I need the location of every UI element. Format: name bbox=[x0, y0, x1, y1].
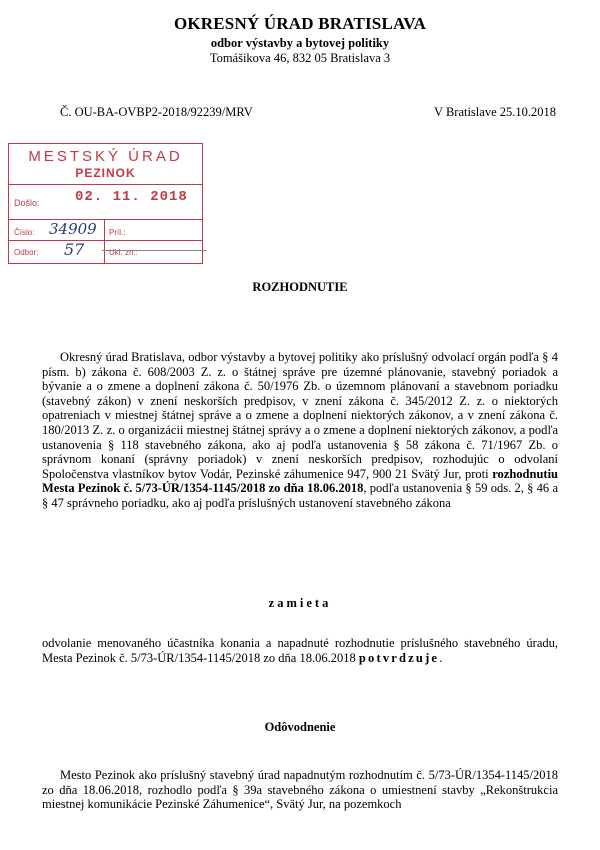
document-title: ROZHODNUTIE bbox=[252, 280, 348, 294]
verdict-end: . bbox=[439, 650, 443, 665]
justification-heading: Odôvodnenie bbox=[264, 720, 336, 734]
office-address: Tomášikova 46, 832 05 Bratislava 3 bbox=[209, 51, 391, 65]
stamp-received-date: 02. 11. 2018 bbox=[75, 189, 188, 205]
underline-rule bbox=[102, 250, 206, 251]
verdict-heading: zamieta bbox=[268, 596, 332, 610]
stamp-divider bbox=[9, 219, 202, 220]
reference-number: Č. OU-BA-OVBP2-2018/92239/MRV bbox=[60, 105, 253, 119]
stamp-subtitle: PEZINOK bbox=[75, 166, 136, 180]
stamp-received-label: Došlo: bbox=[14, 198, 40, 208]
verdict-confirm: potvrdzuje bbox=[358, 650, 440, 665]
stamp-department-label: Odbor: bbox=[14, 248, 39, 257]
registry-stamp bbox=[8, 143, 203, 264]
stamp-number-label: Číslo: bbox=[14, 228, 35, 237]
stamp-filing-label: Ukl. zn.: bbox=[109, 248, 138, 257]
department-name: odbor výstavby a bytovej politiky bbox=[210, 36, 390, 50]
decision-text-end: , podľa ustanovenia § 59 ods. 2, § 46 a § 47 správneho poriadku, ako aj podľa príslušných ustanovení stavebného zákona bbox=[42, 481, 559, 510]
decision-paragraph bbox=[42, 350, 558, 511]
place-date: V Bratislave 25.10.2018 bbox=[434, 105, 556, 119]
stamp-number-handwritten: 34909 bbox=[49, 220, 97, 238]
stamp-divider bbox=[9, 240, 202, 241]
justification-paragraph: Mesto Pezinok ako príslušný stavebný úrad napadnutým rozhodnutím č. 5/73-ÚR/1354-1145/2018 zo dňa 18.06.2018, rozhodlo podľa § 39a stavebného zákona o umiestnení stavby „Rekonštrukcia miestnej komunikácie Pezinské Záhumenice“, Svätý Jur, na pozemkoch bbox=[42, 768, 558, 812]
stamp-title: MESTSKÝ ÚRAD bbox=[28, 148, 183, 165]
stamp-column-divider bbox=[104, 219, 105, 263]
verdict-paragraph bbox=[42, 636, 558, 665]
office-name: OKRESNÝ ÚRAD BRATISLAVA bbox=[173, 14, 427, 33]
stamp-divider bbox=[9, 184, 202, 185]
reference-line bbox=[60, 105, 556, 120]
stamp-attachments-label: Príl.: bbox=[109, 228, 126, 237]
appealed-decision-ref: rozhodnutiu Mesta Pezinok č. 5/73-ÚR/1354-1145/2018 zo dňa 18.06.2018 bbox=[42, 466, 558, 496]
stamp-department-handwritten: 57 bbox=[64, 240, 85, 259]
decision-text: Okresný úrad Bratislava, odbor výstavby a bytovej politiky ako príslušný odvolací orgán podľa § 4 písm. b) zákona č. 608/2003 Z. z. o štátnej správe pre územné plánovanie, stavebný poriadok a bývanie a o zmene a doplnení zákona č. 50/1976 Zb. o územnom plánovaní a stavebnom poriadku (stavebný zákon) v znení neskorších predpisov, v znení zákona č. 345/2012 Z. z. o niektorých opatreniach v miestnej štátnej správe a o zmene a doplnení niektorých zákonov, a v znení zákona č. 180/2013 Z. z. o organizácii miestnej štátnej správy a o zmene a doplnení niektorých zákonov, a podľa ustanovenia § 118 stavebného zákona, ako aj podľa ustanovenia § 58 zákona č. 71/1967 Zb. o správnom konaní (správny poriadok) v znení neskorších predpisov, rozhodujúc o odvolaní Spoločenstva vlastníkov bytov Vodár, Pezinské záhumenice 947, 900 21 Svätý Jur, proti bbox=[42, 350, 558, 481]
verdict-text: odvolanie menovaného účastníka konania a napadnuté rozhodnutie príslušného stavebného úradu, Mesta Pezinok č. 5/73-ÚR/1354-1145/2018 zo dňa 18.06.2018 bbox=[42, 636, 558, 665]
